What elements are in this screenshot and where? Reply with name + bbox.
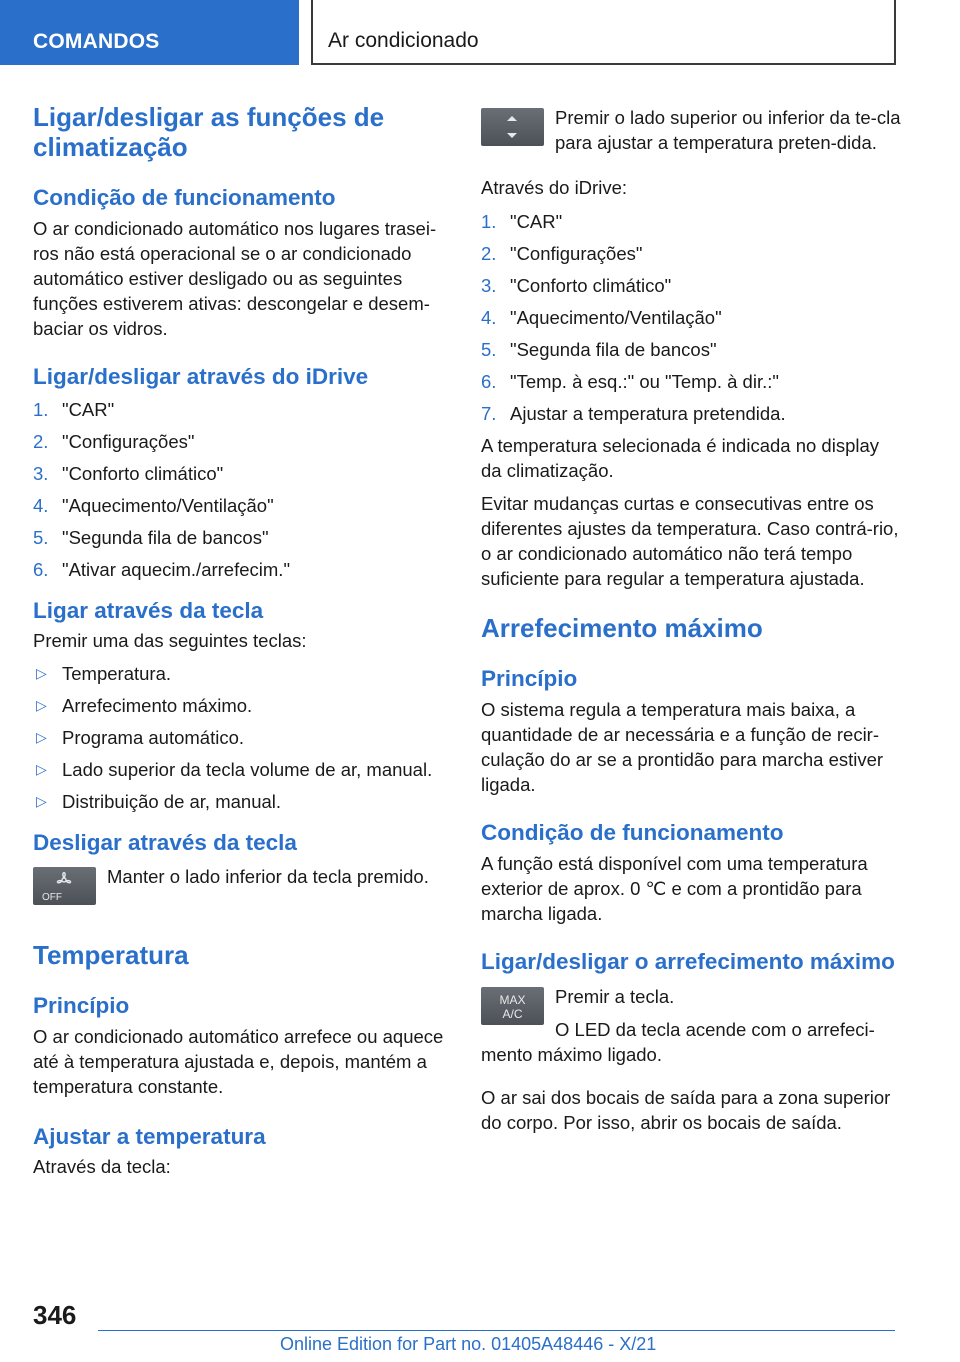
triangle-bullet-icon: ▷	[36, 697, 47, 713]
chapter-header	[311, 0, 896, 65]
press-key-text: Premir a tecla.	[555, 986, 675, 1007]
footer-divider	[98, 1330, 895, 1331]
temperature-steps-list	[481, 209, 901, 426]
list-item: 5. "Segunda fila de bancos"	[481, 339, 717, 360]
triangle-bullet-icon: ▷	[36, 729, 47, 745]
edition-text: Online Edition for Part no. 01405A48446 - X/21	[280, 1334, 657, 1354]
step-number: 5.	[481, 339, 497, 360]
step-number: 5.	[33, 527, 49, 548]
list-item: ▷ Lado superior da tecla volume de ar, manual.	[36, 759, 433, 780]
list-item: 7. Ajustar a temperatura pretendida.	[481, 403, 786, 424]
list-item: 4. "Aquecimento/Ventilação"	[481, 307, 722, 328]
rocker-key-block	[481, 100, 901, 155]
step-number: 1.	[481, 211, 497, 232]
section-label: COMANDOS	[33, 30, 160, 53]
via-idrive-intro: Através do iDrive:	[481, 177, 627, 198]
chapter-title: Ar condicionado	[328, 29, 479, 52]
svg-text:A/C: A/C	[502, 1007, 523, 1021]
list-item: 3. "Conforto climático"	[481, 275, 672, 296]
step-number: 4.	[481, 307, 497, 328]
idrive-steps-list	[33, 397, 448, 582]
heading-operating-condition: Condição de funcionamento	[481, 820, 784, 845]
heading-adjust-temperature: Ajustar a temperatura	[33, 1124, 266, 1149]
heading-key-on: Ligar através da tecla	[33, 598, 264, 623]
list-item: 4. "Aquecimento/Ventilação"	[33, 495, 274, 516]
svg-text:OFF: OFF	[42, 892, 62, 903]
list-item: ▷ Temperatura.	[36, 663, 171, 684]
heading-operating-condition: Condição de funcionamento	[33, 185, 336, 210]
step-number: 2.	[481, 243, 497, 264]
max-key-block	[481, 984, 901, 1067]
list-item: 1. "CAR"	[33, 399, 115, 420]
list-item: ▷ Programa automático.	[36, 727, 245, 748]
key-off-block	[33, 864, 448, 910]
list-item: 3. "Conforto climático"	[33, 463, 224, 484]
page-number: 346	[33, 1300, 77, 1330]
list-item: 2. "Configurações"	[33, 431, 195, 452]
triangle-bullet-icon: ▷	[36, 793, 47, 809]
step-number: 4.	[33, 495, 49, 516]
svg-text:MAX: MAX	[499, 993, 526, 1007]
keys-list	[33, 661, 448, 814]
display-text: A temperatura selecionada é indicada no display da climatização.	[481, 435, 880, 481]
air-outlet-text: O ar sai dos bocais de saída para a zona superior do corpo. Por isso, abrir os bocais de saída.	[481, 1087, 891, 1133]
heading-principle: Princípio	[481, 666, 578, 691]
right-column	[481, 100, 901, 1135]
heading-max-cooling: Arrefecimento máximo	[481, 613, 763, 643]
list-item: 1. "CAR"	[481, 211, 563, 232]
max-ac-key-icon	[481, 987, 544, 1025]
operating-condition-text: A função está disponível com uma temperatura exterior de aprox. 0 ℃ e com a prontidão para marcha ligada.	[481, 853, 868, 924]
avoid-changes-text: Evitar mudanças curtas e consecutivas entre os diferentes ajustes da temperatura. Caso contrá-rio, o ar condicionado automático não terá tempo suficiente para regular a temperatura ajustada.	[481, 493, 899, 589]
key-off-text: Manter o lado inferior da tecla premido.	[107, 866, 429, 887]
heading-onoff-functions: Ligar/desligar as funções de climatização	[33, 102, 385, 162]
step-number: 3.	[33, 463, 49, 484]
triangle-bullet-icon: ▷	[36, 761, 47, 777]
key-on-intro: Premir uma das seguintes teclas:	[33, 630, 307, 651]
step-number: 1.	[33, 399, 49, 420]
list-item: 6. "Ativar aquecim./arrefecim."	[33, 559, 291, 580]
step-number: 6.	[33, 559, 49, 580]
led-text: O LED da tecla acende com o arrefeci-mento máximo ligado.	[481, 1019, 875, 1065]
list-item: ▷ Arrefecimento máximo.	[36, 695, 253, 716]
adjust-intro: Através da tecla:	[33, 1156, 171, 1177]
heading-key-off: Desligar através da tecla	[33, 830, 297, 855]
temperature-rocker-key-icon	[481, 108, 544, 146]
operating-condition-text: O ar condicionado automático nos lugares trasei-ros não está operacional se o ar condicionado automático estiver desligado ou as seguintes funções estiverem ativas: descongelar e desem-baciar os vidros.	[33, 218, 437, 339]
step-number: 3.	[481, 275, 497, 296]
rocker-key-text: Premir o lado superior ou inferior da te-cla para ajustar a temperatura preten-dida.	[555, 107, 901, 153]
principle-text: O ar condicionado automático arrefece ou aquece até à temperatura ajustada e, depois, mantém a temperatura constante.	[33, 1026, 444, 1097]
heading-temperature: Temperatura	[33, 940, 189, 970]
heading-principle: Princípio	[33, 993, 130, 1018]
step-number: 2.	[33, 431, 49, 452]
left-column	[33, 100, 448, 1179]
list-item: 2. "Configurações"	[481, 243, 643, 264]
list-item: 6. "Temp. à esq.:" ou "Temp. à dir.:"	[481, 371, 779, 392]
fan-off-key-icon	[33, 867, 96, 905]
principle-text: O sistema regula a temperatura mais baixa, a quantidade de ar necessária e a função de recir-culação do ar se a prontidão para marcha estiver ligada.	[481, 699, 884, 795]
heading-max-onoff: Ligar/desligar o arrefecimento máximo	[481, 949, 895, 974]
section-tab	[0, 0, 299, 65]
list-item: ▷ Distribuição de ar, manual.	[36, 791, 282, 812]
triangle-bullet-icon: ▷	[36, 665, 47, 681]
list-item: 5. "Segunda fila de bancos"	[33, 527, 269, 548]
step-number: 6.	[481, 371, 497, 392]
heading-idrive: Ligar/desligar através do iDrive	[33, 364, 369, 389]
step-number: 7.	[481, 403, 497, 424]
